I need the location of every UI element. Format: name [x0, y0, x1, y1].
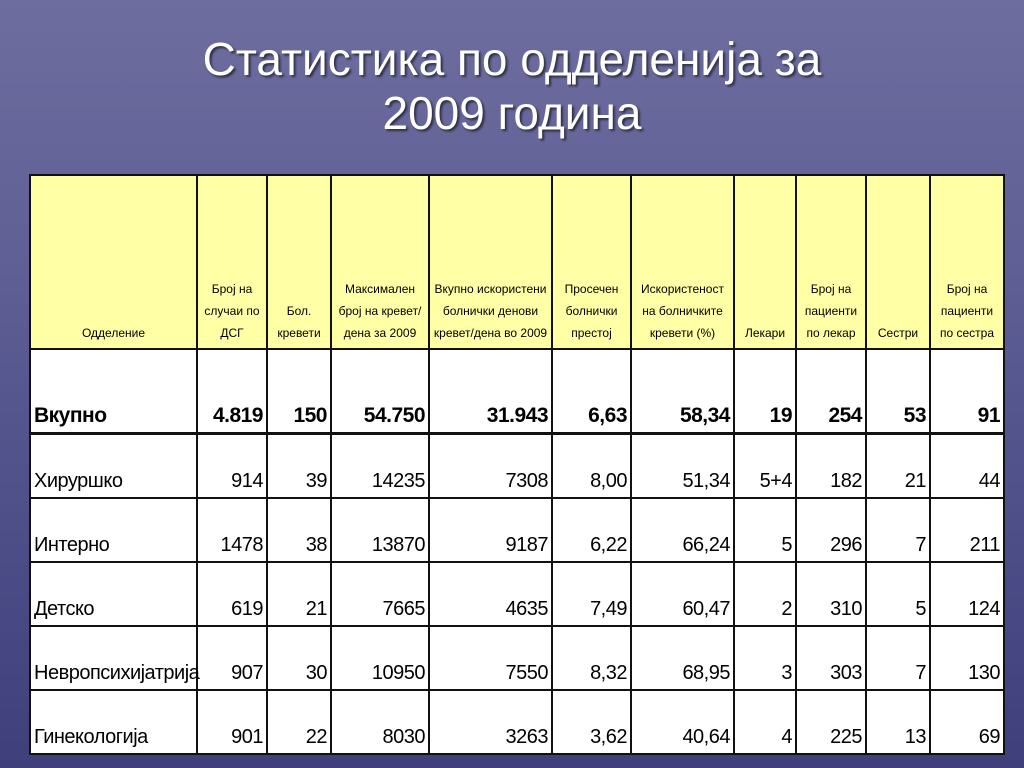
- table-cell: 124: [930, 562, 1004, 626]
- table-cell: 14235: [331, 434, 429, 499]
- table-cell: 5: [734, 498, 796, 562]
- table-cell: 130: [930, 626, 1004, 690]
- table-cell: 254: [796, 349, 866, 434]
- header-nurses: Сестри: [866, 175, 930, 349]
- header-doctors: Лекари: [734, 175, 796, 349]
- table-cell: 13: [866, 690, 930, 754]
- table-cell: 907: [197, 626, 267, 690]
- table-cell: 619: [197, 562, 267, 626]
- department-name: Хируршко: [30, 434, 197, 499]
- table-cell: 68,95: [631, 626, 734, 690]
- department-name: Невропсихијатрија: [30, 626, 197, 690]
- table-cell: 8,32: [552, 626, 631, 690]
- table-cell: 211: [930, 498, 1004, 562]
- table-cell: 310: [796, 562, 866, 626]
- header-used-bed-days: Вкупно искористени болнички денови кревет/дена во 2009: [429, 175, 552, 349]
- table-cell: 1478: [197, 498, 267, 562]
- header-average-stay: Просечен болнички престој: [552, 175, 631, 349]
- table-cell: 6,22: [552, 498, 631, 562]
- slide-title: [0, 32, 1024, 140]
- table-cell: 54.750: [331, 349, 429, 434]
- table-cell: 5: [866, 562, 930, 626]
- table-cell: 5+4: [734, 434, 796, 499]
- table-cell: 182: [796, 434, 866, 499]
- table-cell: 3,62: [552, 690, 631, 754]
- table-cell: 4635: [429, 562, 552, 626]
- department-name: Интерно: [30, 498, 197, 562]
- table-cell: 21: [866, 434, 930, 499]
- total-label: Вкупно: [30, 349, 197, 434]
- department-name: Детско: [30, 562, 197, 626]
- table-cell: 7,49: [552, 562, 631, 626]
- header-bed-utilization: Искористеност на болничките кревети (%): [631, 175, 734, 349]
- table-cell: 69: [930, 690, 1004, 754]
- table-cell: 9187: [429, 498, 552, 562]
- header-cases-dsg: Број на случаи по ДСГ: [197, 175, 267, 349]
- table-cell: 19: [734, 349, 796, 434]
- table-row: [30, 434, 1004, 499]
- table-cell: 10950: [331, 626, 429, 690]
- table-cell: 60,47: [631, 562, 734, 626]
- header-beds: Бол. кревети: [267, 175, 331, 349]
- table-cell: 2: [734, 562, 796, 626]
- table-cell: 66,24: [631, 498, 734, 562]
- table-cell: 30: [267, 626, 331, 690]
- table-cell: 7: [866, 498, 930, 562]
- table-header-row: [30, 175, 1004, 349]
- table-row: [30, 562, 1004, 626]
- table-row: [30, 626, 1004, 690]
- table-cell: 914: [197, 434, 267, 499]
- table-cell: 58,34: [631, 349, 734, 434]
- table-cell: 22: [267, 690, 331, 754]
- department-statistics-table: [29, 174, 1005, 755]
- table-cell: 3: [734, 626, 796, 690]
- table-cell: 39: [267, 434, 331, 499]
- table-cell: 7550: [429, 626, 552, 690]
- table-cell: 6,63: [552, 349, 631, 434]
- table-cell: 53: [866, 349, 930, 434]
- slide-title-line-2: 2009 година: [382, 87, 642, 139]
- table-total-row: [30, 349, 1004, 434]
- table-cell: 51,34: [631, 434, 734, 499]
- department-name: Гинекологија: [30, 690, 197, 754]
- table-cell: 44: [930, 434, 1004, 499]
- header-department: Одделение: [30, 175, 197, 349]
- table-cell: 7: [866, 626, 930, 690]
- table-cell: 303: [796, 626, 866, 690]
- table-cell: 3263: [429, 690, 552, 754]
- table-row: [30, 690, 1004, 754]
- table-row: [30, 498, 1004, 562]
- table-cell: 150: [267, 349, 331, 434]
- table-cell: 13870: [331, 498, 429, 562]
- table-cell: 296: [796, 498, 866, 562]
- slide-title-line-1: Статистика по одделенија за: [202, 33, 822, 85]
- header-patients-per-nurse: Број на пациенти по сестра: [930, 175, 1004, 349]
- header-max-bed-days: Максимален број на кревет/дена за 2009: [331, 175, 429, 349]
- table-cell: 31.943: [429, 349, 552, 434]
- table-cell: 901: [197, 690, 267, 754]
- table-cell: 225: [796, 690, 866, 754]
- table-cell: 4.819: [197, 349, 267, 434]
- header-patients-per-doctor: Број на пациенти по лекар: [796, 175, 866, 349]
- table-cell: 8,00: [552, 434, 631, 499]
- table-cell: 8030: [331, 690, 429, 754]
- table-cell: 38: [267, 498, 331, 562]
- table-cell: 21: [267, 562, 331, 626]
- table-cell: 91: [930, 349, 1004, 434]
- table-cell: 7665: [331, 562, 429, 626]
- table-cell: 7308: [429, 434, 552, 499]
- table-cell: 40,64: [631, 690, 734, 754]
- table-cell: 4: [734, 690, 796, 754]
